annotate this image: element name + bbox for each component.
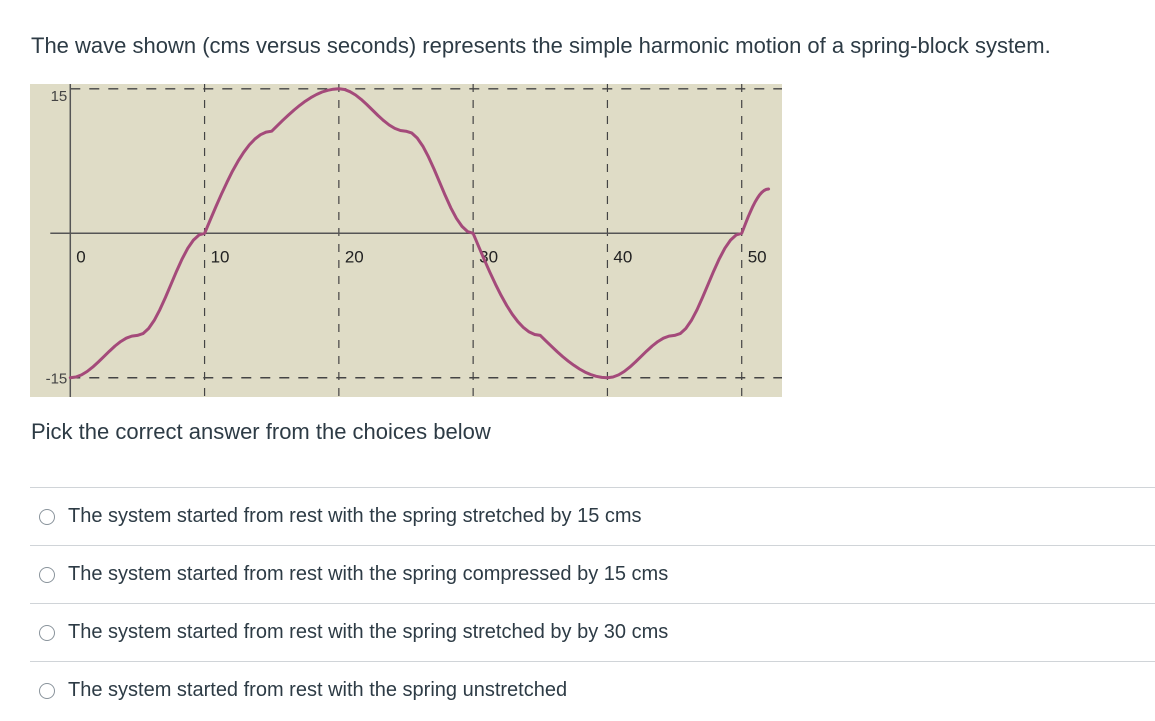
answer-prompt: Pick the correct answer from the choices below <box>31 419 491 444</box>
chart-svg <box>30 84 782 397</box>
shm-wave-chart <box>30 84 782 397</box>
answer-label: The system started from rest with the spring compressed by 15 cms <box>68 563 669 585</box>
x-tick-label: 40 <box>613 247 633 267</box>
radio-button-4[interactable] <box>39 683 55 699</box>
answer-option-2[interactable] <box>30 545 1155 603</box>
question-text: The wave shown (cms versus seconds) represents the simple harmonic motion of a spring-block system. <box>31 33 1051 58</box>
answer-label: The system started from rest with the spring stretched by 15 cms <box>68 505 642 527</box>
y-tick-label: 15 <box>50 87 68 105</box>
y-tick-label: -15 <box>45 370 68 388</box>
answer-option-4[interactable] <box>30 661 1155 719</box>
answer-list <box>30 487 1155 719</box>
radio-button-2[interactable] <box>39 567 55 583</box>
radio-button-3[interactable] <box>39 625 55 641</box>
x-tick-label: 50 <box>747 247 767 267</box>
x-tick-label: 0 <box>76 247 86 267</box>
answer-option-1[interactable] <box>30 487 1155 545</box>
answer-label: The system started from rest with the spring unstretched <box>68 679 568 701</box>
x-tick-label: 30 <box>479 247 499 267</box>
answer-label: The system started from rest with the spring stretched by by 30 cms <box>68 621 669 643</box>
x-tick-label: 10 <box>210 247 230 267</box>
radio-button-1[interactable] <box>39 509 55 525</box>
answer-option-3[interactable] <box>30 603 1155 661</box>
x-tick-label: 20 <box>344 247 364 267</box>
